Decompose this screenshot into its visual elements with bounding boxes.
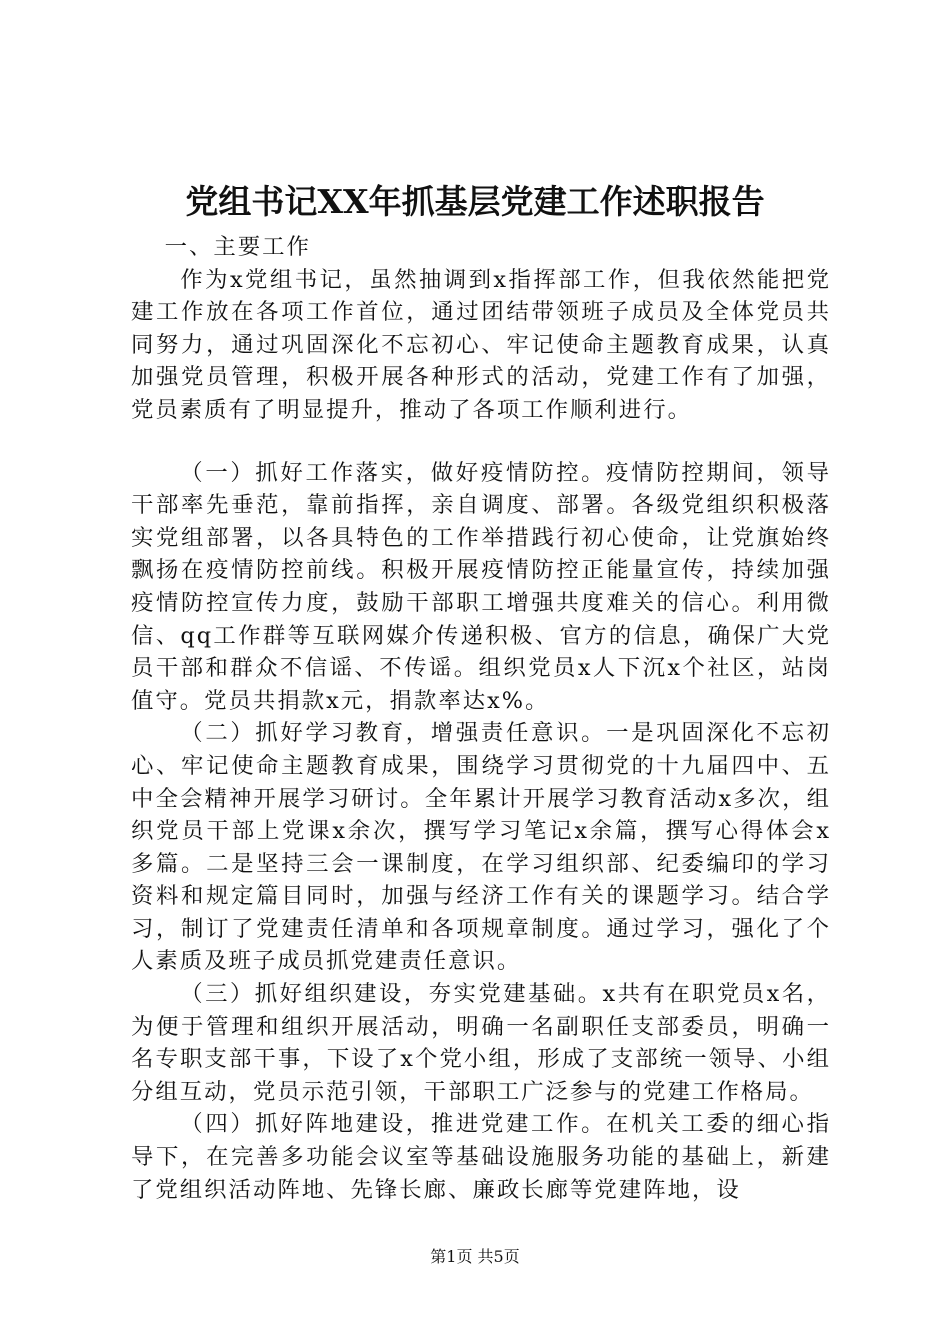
section-heading: 一、主要工作 <box>164 234 311 260</box>
paragraph-organization-building: （三）抓好组织建设，夯实党建基础。x共有在职党员x名，为便于管理和组织开展活动，明确一名副职任支部委员，明确一名专职支部干事，下设了x个党小组，形成了支部统一领导、小组分组互动，党员示范引领，干部职工广泛参与的党建工作格局。 <box>131 981 831 1105</box>
paragraph-intro: 作为x党组书记，虽然抽调到x指挥部工作，但我依然能把党建工作放在各项工作首位，通过团结带领班子成员及全体党员共同努力，通过巩固深化不忘初心、牢记使命主题教育成果，认真加强党员管理，积极开展各种形式的活动，党建工作有了加强，党员素质有了明显提升，推动了各项工作顺利进行。 <box>131 266 831 423</box>
document-body <box>131 231 831 1206</box>
paragraph-epidemic-control: （一）抓好工作落实，做好疫情防控。疫情防控期间，领导干部率先垂范，靠前指挥，亲自调度、部署。各级党组织积极落实党组部署，以各具特色的工作举措践行初心使命，让党旗始终飘扬在疫情防控前线。积极开展疫情防控正能量宣传，持续加强疫情防控宣传力度，鼓励干部职工增强共度难关的信心。利用微信、qq工作群等互联网媒介传递积极、官方的信息，确保广大党员干部和群众不信谣、不传谣。组织党员x人下沉x个社区，站岗值守。党员共捐款x元，捐款率达x%。 <box>131 459 831 714</box>
paragraph-study-education: （二）抓好学习教育，增强责任意识。一是巩固深化不忘初心、牢记使命主题教育成果，围绕学习贯彻党的十九届四中、五中全会精神开展学习研讨。全年累计开展学习教育活动x多次，组织党员干部上党课x余次，撰写学习笔记x余篇，撰写心得体会x多篇。二是坚持三会一课制度，在学习组织部、纪委编印的学习资料和规定篇目同时，加强与经济工作有关的课题学习。结合学习，制订了党建责任清单和各项规章制度。通过学习，强化了个人素质及班子成员抓党建责任意识。 <box>131 720 831 975</box>
paragraph-position-building: （四）抓好阵地建设，推进党建工作。在机关工委的细心指导下，在完善多功能会议室等基础设施服务功能的基础上，新建了党组织活动阵地、先锋长廊、廉政长廊等党建阵地，设 <box>131 1111 831 1203</box>
document-title: 党组书记XX年抓基层党建工作述职报告 <box>185 182 765 221</box>
page-number: 第1页 共5页 <box>430 1247 520 1266</box>
